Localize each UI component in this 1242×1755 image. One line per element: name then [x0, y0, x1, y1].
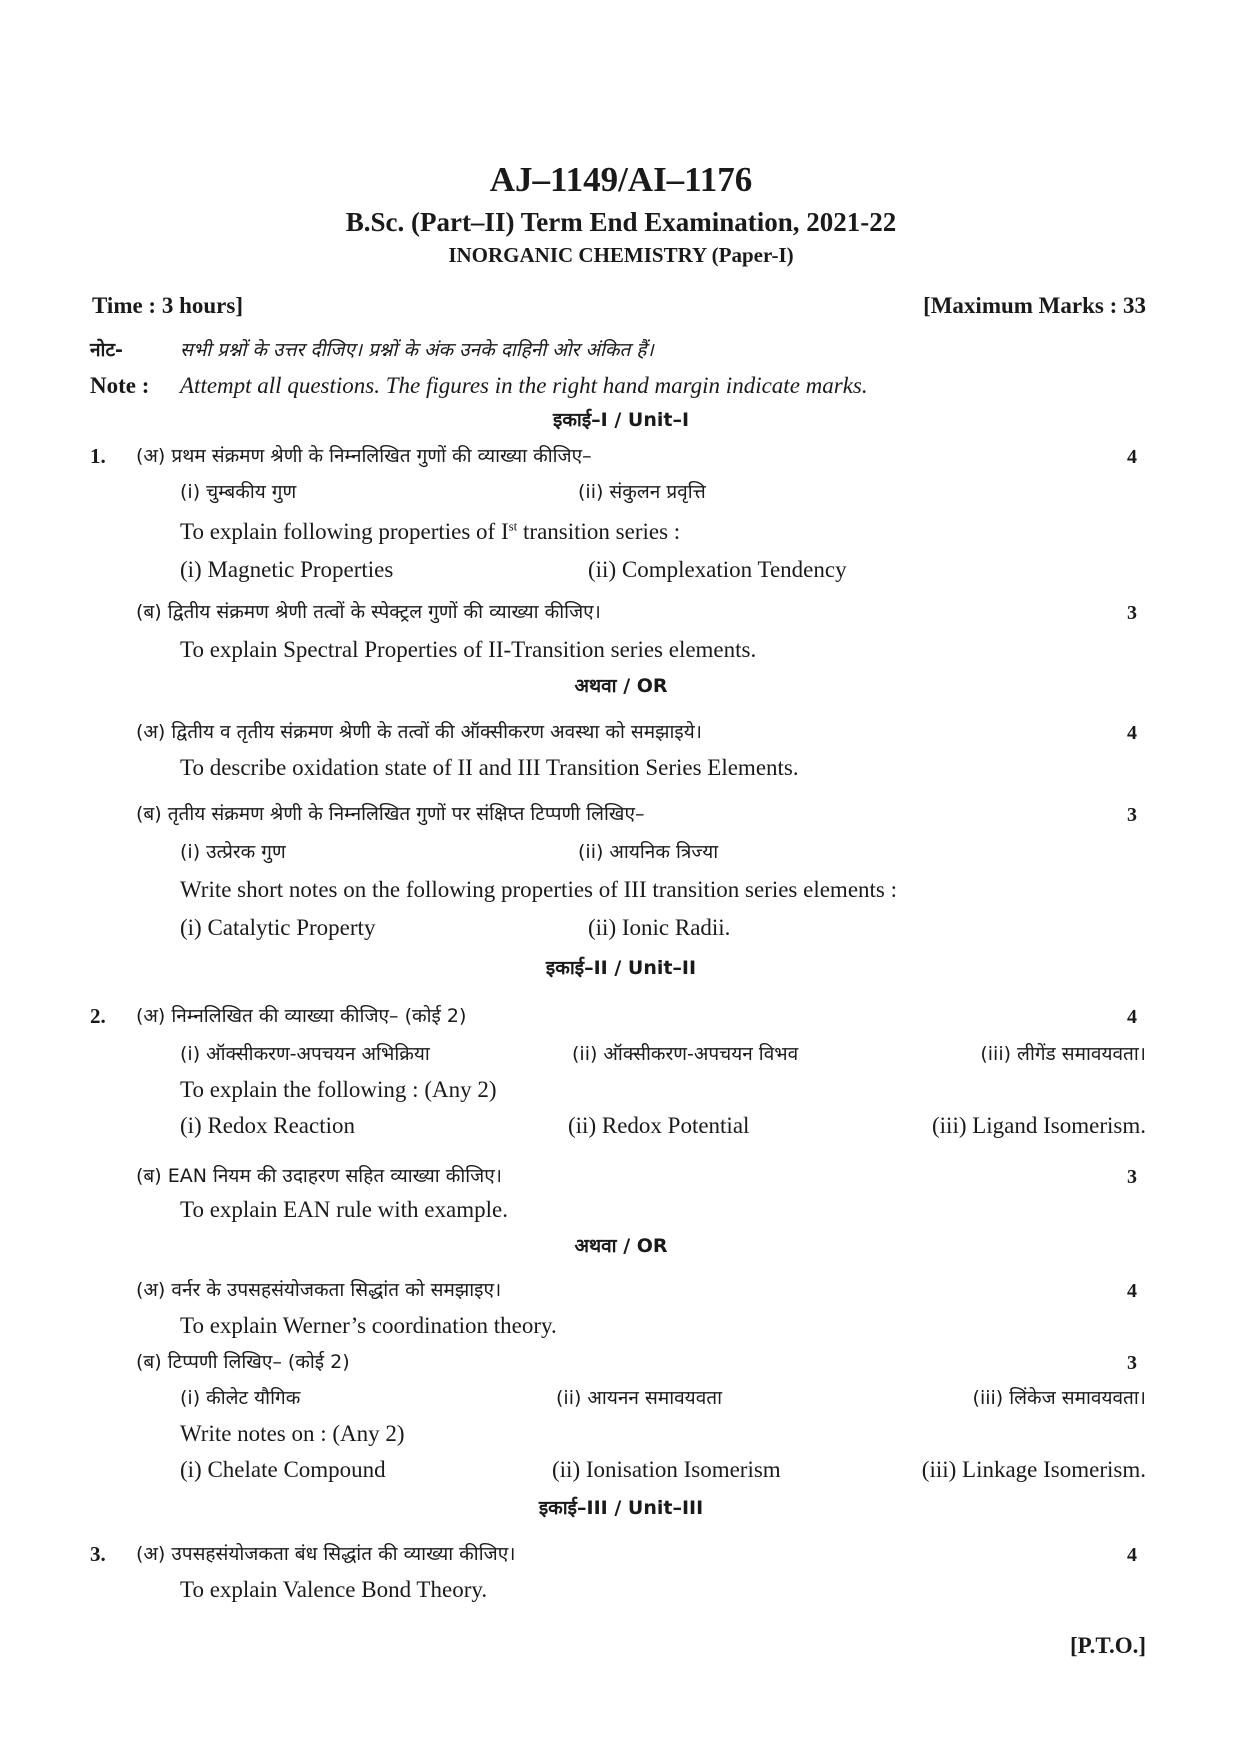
q2a-hindi-iii: (iii) लीगेंड समावयवता। [980, 1043, 1146, 1065]
question-1-number: 1. [90, 444, 106, 468]
q2a-english: To explain the following : (Any 2) [180, 1077, 497, 1102]
time-label: Time : 3 hours] [92, 293, 243, 318]
pto-label: [P.T.O.] [1069, 1633, 1146, 1658]
q1c-marks: 4 [1127, 722, 1137, 744]
q1d-hindi-i: (i) उत्प्रेरक गुण [180, 841, 286, 863]
q2b-marks: 3 [1127, 1166, 1137, 1188]
q2d-marks: 3 [1127, 1352, 1137, 1374]
q1a-hindi-i: (i) चुम्बकीय गुण [180, 481, 297, 503]
note-hindi-label: नोट- [90, 339, 123, 361]
q2a-english-i: (i) Redox Reaction [180, 1113, 356, 1138]
note-english-text: Attempt all questions. The figures in the right hand margin indicate marks. [180, 373, 868, 398]
q1d-marks: 3 [1127, 804, 1137, 826]
q2d-hindi-iii: (iii) लिंकेज समावयवता। [972, 1387, 1146, 1409]
q1b-english: To explain Spectral Properties of II-Transition series elements. [180, 637, 757, 662]
q2a-hindi-ii: (ii) ऑक्सीकरण-अपचयन विभव [572, 1043, 799, 1065]
q1a-hindi-ii: (ii) संकुलन प्रवृत्ति [578, 481, 706, 503]
q2c-marks: 4 [1127, 1280, 1137, 1302]
q1d-english: Write short notes on the following properties of III transition series elements : [180, 877, 898, 902]
unit-2-heading: इकाई–II / Unit–II [545, 957, 697, 979]
question-2-number: 2. [90, 1004, 106, 1028]
max-marks-label: [Maximum Marks : 33 [923, 293, 1146, 318]
q2a-hindi-i: (i) ऑक्सीकरण-अपचयन अभिक्रिया [180, 1043, 430, 1065]
q2d-hindi-ii: (ii) आयनन समावयवता [556, 1387, 723, 1409]
q1d-hindi: (ब) तृतीय संक्रमण श्रेणी के निम्नलिखित गुणों पर संक्षिप्त टिप्पणी लिखिए– [136, 803, 645, 825]
q1d-english-ii: (ii) Ionic Radii. [588, 915, 731, 940]
unit-1-heading: इकाई–I / Unit–I [552, 409, 690, 431]
q2d-english-ii: (ii) Ionisation Isomerism [552, 1457, 781, 1482]
q2c-english: To explain Werner’s coordination theory. [180, 1313, 557, 1338]
note-english-label: Note : [90, 373, 150, 398]
q2b-english: To explain EAN rule with example. [180, 1197, 508, 1222]
q2c-hindi: (अ) वर्नर के उपसहसंयोजकता सिद्धांत को समझाइए। [136, 1279, 502, 1301]
q2d-english-iii: (iii) Linkage Isomerism. [921, 1457, 1146, 1482]
q1a-english-ii: (ii) Complexation Tendency [588, 557, 847, 582]
subject-title: INORGANIC CHEMISTRY (Paper-I) [448, 243, 794, 267]
q2a-english-iii: (iii) Ligand Isomerism. [932, 1113, 1146, 1138]
unit-3-heading: इकाई–III / Unit–III [538, 1497, 704, 1519]
q2a-hindi: (अ) निम्नलिखित की व्याख्या कीजिए– (कोई 2) [136, 1005, 467, 1027]
q3a-english: To explain Valence Bond Theory. [180, 1577, 488, 1602]
q3a-hindi: (अ) उपसहसंयोजकता बंध सिद्धांत की व्याख्या कीजिए। [136, 1543, 516, 1565]
q1a-marks: 4 [1127, 446, 1137, 468]
q1b-hindi: (ब) द्वितीय संक्रमण श्रेणी तत्वों के स्पेक्ट्रल गुणों की व्याख्या कीजिए। [136, 601, 601, 623]
q2d-hindi-i: (i) कीलेट यौगिक [180, 1387, 301, 1409]
q2d-english: Write notes on : (Any 2) [180, 1421, 405, 1446]
q1a-english: To explain following properties of Ist transition series : [180, 518, 681, 544]
q1d-hindi-ii: (ii) आयनिक त्रिज्या [578, 841, 719, 863]
q2a-marks: 4 [1127, 1006, 1137, 1028]
q1a-hindi: (अ) प्रथम संक्रमण श्रेणी के निम्नलिखित गुणों की व्याख्या कीजिए– [136, 445, 592, 467]
q2d-english-i: (i) Chelate Compound [180, 1457, 386, 1482]
q2a-english-ii: (ii) Redox Potential [568, 1113, 750, 1138]
q1d-english-i: (i) Catalytic Property [180, 915, 376, 940]
or-divider-1: अथवा / OR [574, 675, 668, 697]
q1c-english: To describe oxidation state of II and III Transition Series Elements. [180, 755, 799, 780]
q3a-marks: 4 [1127, 1544, 1137, 1566]
q1a-english-i: (i) Magnetic Properties [180, 557, 394, 582]
exam-title: B.Sc. (Part–II) Term End Examination, 2021-22 [345, 207, 897, 237]
q1c-hindi: (अ) द्वितीय व तृतीय संक्रमण श्रेणी के तत्वों की ऑक्सीकरण अवस्था को समझाइये। [136, 721, 702, 743]
q2d-hindi: (ब) टिप्पणी लिखिए– (कोई 2) [136, 1351, 350, 1373]
q1b-marks: 3 [1127, 602, 1137, 624]
q2b-hindi: (ब) EAN नियम की उदाहरण सहित व्याख्या कीजिए। [136, 1165, 502, 1187]
note-hindi-text: सभी प्रश्नों के उत्तर दीजिए। प्रश्नों के अंक उनके दाहिनी ओर अंकित हैं। [180, 339, 654, 361]
question-3-number: 3. [90, 1542, 106, 1566]
paper-code: AJ–1149/AI–1176 [489, 160, 753, 199]
or-divider-2: अथवा / OR [574, 1235, 668, 1257]
